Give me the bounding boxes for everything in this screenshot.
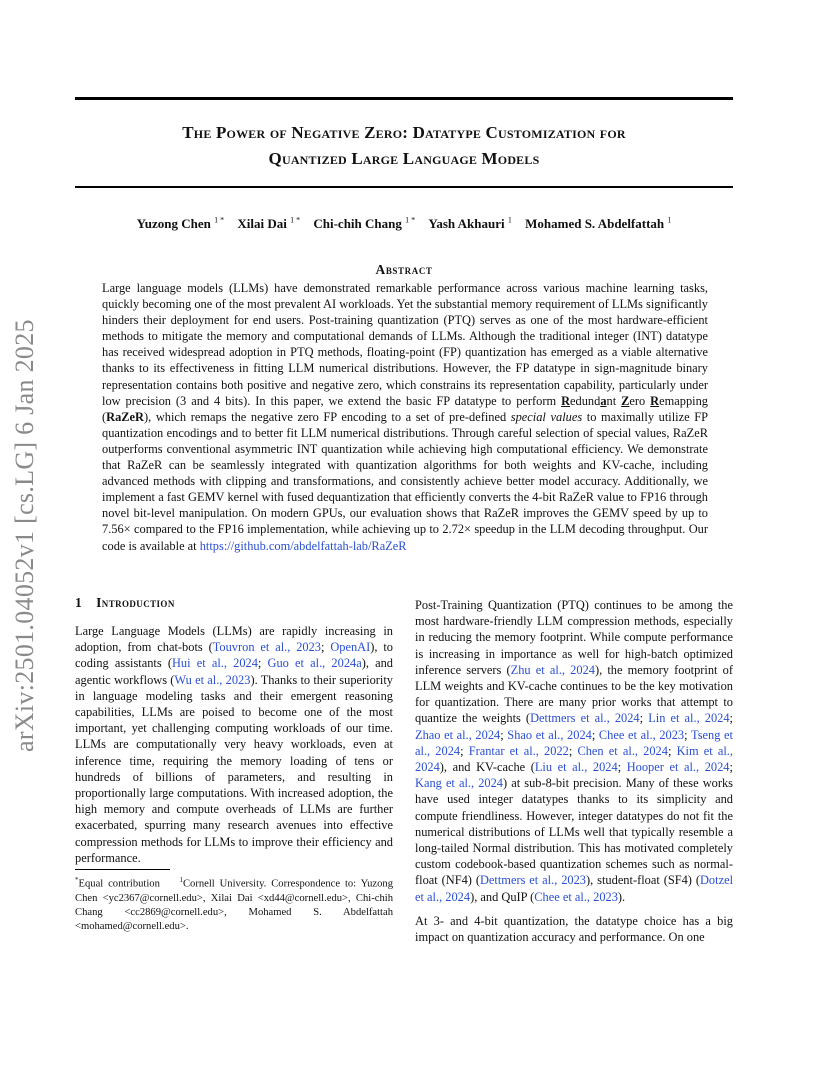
razer-expansion: R: [561, 393, 571, 408]
special-values-term: special values: [510, 409, 583, 424]
citation-link[interactable]: Hooper et al., 2024: [626, 760, 730, 775]
citation-link[interactable]: Shao et al., 2024: [507, 727, 592, 742]
citation-link[interactable]: Chee et al., 2023: [598, 727, 685, 742]
author: Yash Akhauri $^1$: [428, 216, 512, 232]
paper-title-line-2: Quantized Large Language Models: [268, 149, 540, 168]
citation-link[interactable]: Liu et al., 2024: [534, 760, 618, 775]
citation-link[interactable]: Lin et al., 2024: [648, 711, 730, 726]
citation-link[interactable]: Chee et al., 2023: [534, 889, 618, 904]
citation-link[interactable]: Zhao et al., 2024: [415, 727, 501, 742]
section-number: 1: [75, 595, 83, 610]
intro-paragraph-left: Large Language Models (LLMs) are rapidly increasing in adoption, from chat-bots (Touvron et al., 2023; OpenAI), to coding assistants (Hui et al., 2024; Guo et al., 2024a), and agentic workflows (Wu et al., 2023). Thanks to their superiority in language modeling tasks and their emergent reasoning capabilities, LLMs are poised to become one of the most important, yet challenging computing workloads of our time. LLMs are computationally very heavy workloads, even at inference time, requiring the memory loading of tens or hundreds of billions of parameters, and resulting in proportionally large computations. With increased adoption, the high memory and compute overheads of LLMs are further exacerbated, spurring many research avenues into effective compression methods for LLMs to improve their efficiency and performance.: [75, 624, 394, 865]
author-list: [75, 216, 733, 232]
citation-link[interactable]: Tseng et al., 2024: [415, 727, 733, 758]
code-repository-link[interactable]: https://github.com/abdelfattah-lab/RaZeR: [199, 538, 407, 553]
author: Chi-chih Chang $^{1 *}$: [313, 216, 416, 232]
citation-link[interactable]: Chen et al., 2024: [577, 743, 668, 758]
citation-link[interactable]: Kang et al., 2024: [415, 776, 503, 791]
citation-link[interactable]: Wu et al., 2023: [174, 672, 251, 687]
citation-link[interactable]: Kim et al., 2024: [415, 743, 733, 775]
citation-link[interactable]: Touvron et al., 2023: [212, 640, 322, 655]
footnote: *Equal contribution $^1$Cornell University. Correspondence to: Yuzong Chen <yc2367@cornell.edu>, Xilai Dai <xd44@cornell.edu>, Chi-chih Chang <cc2869@cornell.edu>, Mohamed S. Abdelfattah <mohamed@cornell.edu>.: [75, 876, 393, 932]
citation-link[interactable]: Hui et al., 2024: [171, 656, 258, 671]
section-heading-introduction: [75, 595, 175, 611]
author: Mohamed S. Abdelfattah $^1$: [525, 216, 672, 232]
citation-link[interactable]: Dotzel et al., 2024: [415, 873, 734, 904]
abstract-body: Large language models (LLMs) have demonstrated remarkable performance across various machine learning tasks, quickly becoming one of the most prevalent AI workloads. Yet the substantial memory requirement of LLMs significantly hinders their deployment for end users. Post-training quantization (PTQ) serves as one of the most hardware-efficient methods to mitigate the memory and computational demands of LLMs. Although the traditional integer (INT) datatype has received widespread adoption in PTQ methods, floating-point (FP) quantization has emerged as a viable alternative thanks to its effectiveness in fitting LLM numerical distributions. However, the FP datatype in sign-magnitude binary representation contains both positive and negative zero, which constrains its representation capability, particularly under low precision (3 and 4 bits). In this paper, we extend the basic FP datatype to perform Redundant Zero Remapping (RaZeR), which remaps the negative zero FP encoding to a set of pre-defined special values to maximally utilize FP quantization encodings and to better fit LLM numerical distributions. Through careful selection of special values, RaZeR outperforms conventional asymmetric INT quantization while achieving high computational efficiency. We demonstrate that RaZeR can be seamlessly integrated with quantization algorithms for both weights and KV-cache, including advanced methods with clipping and transformations, and consistently achieve better model accuracy. Additionally, we implement a fast GEMV kernel with fused dequantization that efficiently converts the 4-bit RaZeR value to FP16 through novel bit-level manipulation. On modern GPUs, our evaluation shows that RaZeR improves the GEMV speed by up to 7.56× compared to the FP16 implementation, while achieving up to 2.72× speedup in the LLM decoding throughput. Our code is available at https://github.com/abdelfattah-lab/RaZeR: [102, 281, 708, 553]
footnote-rule: [75, 869, 170, 870]
paper-title-line-1: The Power of Negative Zero: Datatype Customization for: [182, 123, 626, 142]
author: Yuzong Chen $^{1 *}$: [136, 216, 225, 232]
arxiv-identifier-stamp: arXiv:2501.04052v1 [cs.LG] 6 Jan 2025: [10, 319, 39, 752]
citation-link[interactable]: Dettmers et al., 2023: [479, 873, 587, 888]
citation-link[interactable]: OpenAI: [330, 640, 371, 655]
title-rule-top: [75, 97, 733, 100]
abstract-heading: Abstract: [375, 262, 433, 277]
citation-link[interactable]: Guo et al., 2024a: [267, 656, 362, 671]
title-rule-bottom: [75, 186, 733, 188]
author: Xilai Dai $^{1 *}$: [237, 216, 301, 232]
paper-title: [75, 120, 733, 172]
intro-paragraph-ptq: Post-Training Quantization (PTQ) continues to be among the most hardware-friendly LLM compression methods, especially in reducing the memory footprint. While compute performance is increasing in importance as well for high-batch optimized inference servers (Zhu et al., 2024), the memory footprint of LLM weights and KV-cache continues to be the key motivation for quantization. There are many prior works that attempt to quantize the weights (Dettmers et al., 2024; Lin et al., 2024; Zhao et al., 2024; Shao et al., 2024; Chee et al., 2023; Tseng et al., 2024; Frantar et al., 2022; Chen et al., 2024; Kim et al., 2024), and KV-cache (Liu et al., 2024; Hooper et al., 2024; Kang et al., 2024) at sub-8-bit precision. Many of these works have used integer datatypes thanks to its simplicity and compute friendliness. However, integer datatypes do not fit the numerical distributions of LLMs well that typically resemble a long-tailed Normal distribution. This has motivated completely custom codebook-based quantization schemes such as normal-float (NF4) (Dettmers et al., 2023), student-float (SF4) (Dotzel et al., 2024), and QuIP (Chee et al., 2023).: [415, 598, 734, 904]
intro-right-column: [415, 597, 733, 945]
citation-link[interactable]: Zhu et al., 2024: [510, 662, 595, 677]
intro-paragraph-datatype: At 3- and 4-bit quantization, the datatype choice has a big impact on quantization accuracy and performance. On one: [415, 913, 733, 945]
section-title: Introduction: [96, 595, 175, 610]
citation-link[interactable]: Frantar et al., 2022: [468, 743, 569, 758]
razer-acronym: RaZeR: [106, 409, 144, 424]
citation-link[interactable]: Dettmers et al., 2024: [530, 711, 640, 726]
